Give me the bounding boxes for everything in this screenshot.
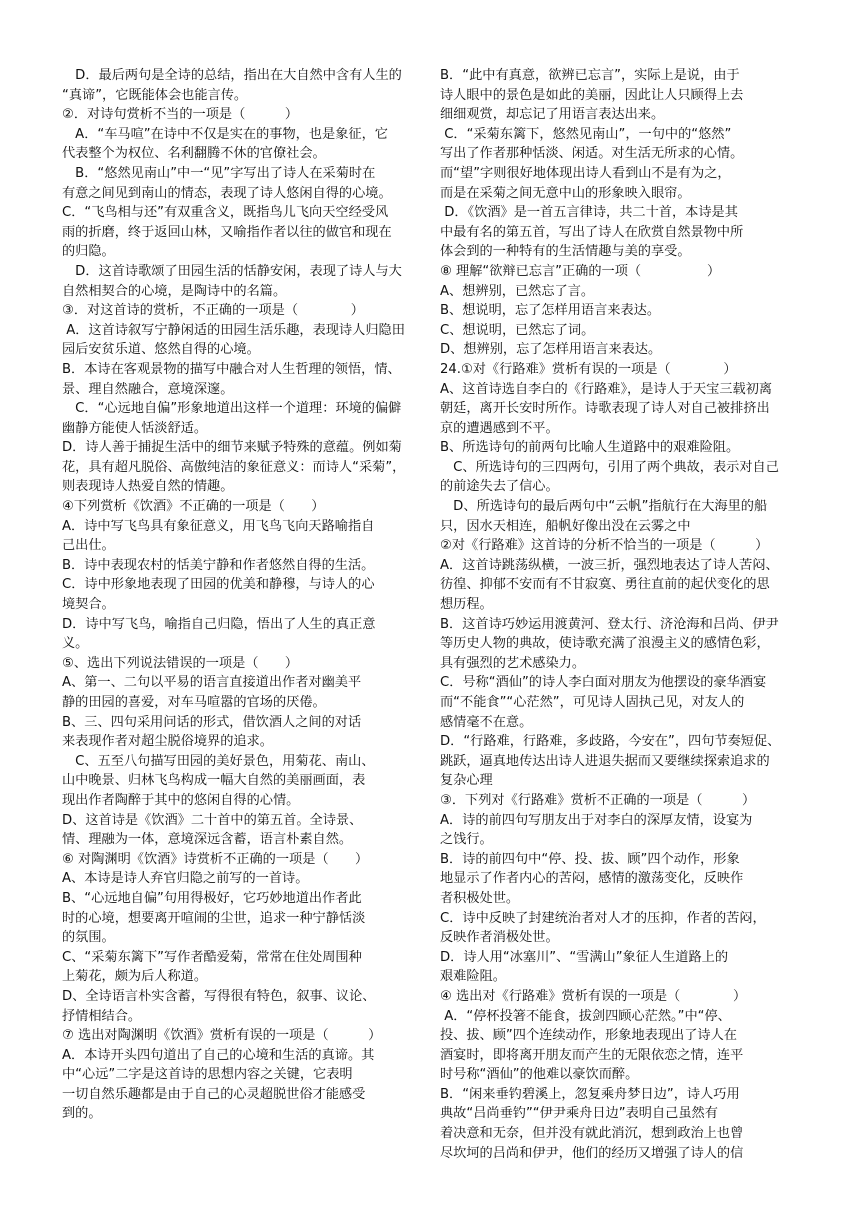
option-b: B．这首诗巧妙运用渡黄河、登太行、济沧海和吕尚、伊尹 等历史人物的典故，使诗歌充满了浪漫主义的感情色彩， 具有强烈的艺术感染力。 (440, 616, 779, 671)
question-stem: ⑥ 对陶渊明《饮酒》诗赏析不正确的一项是（ ） (62, 851, 369, 867)
option-a: A．“停杯投箸不能食，拔剑四顾心茫然。”中“停、 投、拔、顾”四个连续动作，形象地表现出了诗人在 酒宴时，即将离开朋友而产生的无限依恋之情，连平 时号称“酒仙”的他难以豪饮而醉。 (440, 1008, 744, 1083)
option-d: D．诗中写飞鸟，喻指自己归隐，悟出了人生的真正意 义。 (62, 616, 376, 652)
right-column (440, 66, 808, 1163)
question-stem: ④下列赏析《饮酒》不正确的一项是（ ） (62, 499, 325, 515)
option-c: C．诗中形象地表现了田园的优美和静穆，与诗人的心 境契合。 (62, 577, 375, 613)
option-a: A．这首诗跳荡纵横，一波三折，强烈地表达了诗人苦闷、 彷徨、抑郁不安而有不甘寂寞、勇往直前的起伏变化的思 想历程。 (440, 557, 779, 613)
option-c: C、五至八句描写田园的美好景色，用菊花、南山、 山中晚景、归林飞鸟构成一幅大自然的美丽画面，表 现出作者陶醉于其中的悠闲自得的心情。 (62, 753, 375, 808)
option-d: D．“行路难，行路难，多歧路，今安在”，四句节奏短促、 跳跃，逼真地传达出诗人进退失据而又要继续探索追求的 复杂心理 (440, 734, 781, 789)
option-d: D．诗人善于捕捉生活中的细节来赋予特殊的意蕴。例如菊 花，具有超凡脱俗、高傲纯洁的象征意义：而诗人“采菊”， 则表现诗人热爱自然的情趣。 (62, 440, 406, 495)
question-stem: 24.①对《行路难》赏析有误的一项是（ ） (440, 361, 737, 377)
question-stem: ④ 选出对《行路难》赏析有误的一项是（ ） (440, 988, 747, 1004)
option-b: B．诗的前四句中“停、投、拔、顾”四个动作，形象 地显示了作者内心的苦闷，感情的激荡变化，反映作 者积极处世。 (440, 851, 744, 906)
option-c: C、“采菊东篱下”写作者酷爱菊，常常在住处周围种 上菊花，颇为后人称道。 (62, 949, 362, 985)
option-a: A．诗的前四句写朋友出于对李白的深厚友情，设宴为 之饯行。 (440, 812, 753, 848)
option-a: A、想辨别，已然忘了言。 (440, 283, 595, 299)
option-c: C．“采菊东篱下，悠然见南山”，一句中的“悠然” 写出了作者那种恬淡、闲适。对生活无所求的心情。 而“望”字则很好地体现出诗人看到山不是有为之， 而是在采菊之间无意中山的形象映入眼帘。 (440, 126, 744, 201)
document-page (62, 66, 802, 1196)
option-a: A、本诗是诗人弃官归隐之前写的一首诗。 (62, 871, 309, 887)
option-a: A．诗中写飞鸟具有象征意义，用飞鸟飞向天路喻指自 己出仕。 (62, 518, 375, 554)
option-b: B．“此中有真意，欲辨已忘言”，实际上是说，由于 诗人眼中的景色是如此的美丽，因此让人只顾得上去 细细观赏，却忘记了用语言表达出来。 (440, 68, 744, 123)
question-stem: ③．对这首诗的赏析，不正确的一项是（ ） (62, 303, 364, 319)
option-b: B、三、四句采用问话的形式，借饮酒人之间的对话 来表现作者对超尘脱俗境界的追求。 (62, 714, 362, 750)
option-c: C、所选诗句的三四两句，引用了两个典故，表示对自己 的前途失去了信心。 (440, 459, 779, 495)
option-b: B．“悠然见南山”中一“见”字写出了诗人在采菊时在 有意之间见到南山的情态，表现了诗人悠闲自得的心境。 (62, 165, 392, 201)
option-a: A、第一、二句以平易的语言直接道出作者对幽美平 静的田园的喜爱，对车马喧嚣的官场的厌倦。 (62, 675, 362, 710)
option-a: A．本诗开头四句道出了自己的心境和生活的真谛。其 中“心远”二字是这首诗的思想内容之关键，它表明 一切自然乐趣都是由于自己的心灵超脱世俗才能感受 到的。 (62, 1047, 375, 1122)
option-c: C．诗中反映了封建统治者对人才的压抑，作者的苦闷， 反映作者消极处世。 (440, 910, 766, 946)
option-b: B、所选诗句的前两句比喻人生道路中的艰难险阻。 (440, 440, 740, 456)
option-b: B．“闲来垂钓碧溪上，忽复乘舟梦日边”，诗人巧用 典故“吕尚垂钓”“伊尹乘舟日边”表明自己虽然有 着决意和无奈，但并没有就此消沉，想到政治上也曾 尽坎坷的吕尚和伊尹，他们的经历又增强了诗人的信 (440, 1086, 744, 1161)
option-a: A．“车马喧”在诗中不仅是实在的事物，也是象征，它 代表整个为权位、名利翻腾不休的官僚社会。 (62, 126, 388, 162)
left-column (62, 66, 430, 1124)
question-stem: ③．下列对《行路难》赏析不正确的一项是（ ） (440, 792, 756, 808)
option-d: D．《饮酒》是一首五言律诗，共二十首，本诗是其 中最有名的第五首，写出了诗人在欣赏自然景物中所 体会到的一种特有的生活情趣与美的享受。 (440, 205, 744, 260)
option-b: B．诗中表现农村的恬美宁静和作者悠然自得的生活。 (62, 557, 375, 573)
option-d: D．这首诗歌颂了田园生活的恬静安闲，表现了诗人与大 自然相契合的心境，是陶诗中的名篇。 (62, 263, 402, 299)
option-d: D、这首诗是《饮酒》二十首中的第五首。全诗景、 情、理融为一体，意境深远含蓄，语言朴素自然。 (62, 812, 363, 848)
option-b: B、想说明，忘了怎样用语言来表达。 (440, 303, 661, 319)
option-c: C、想说明，已然忘了词。 (440, 322, 595, 338)
option-c: C．“飞鸟相与还”有双重含义，既指鸟儿飞向天空经受风 雨的折磨，终于返回山林，又喻指作者以往的做官和现在 的归隐。 (62, 205, 392, 260)
option-d: D、全诗语言朴实含蓄，写得很有特色，叙事、议论、 抒情相结合。 (62, 988, 376, 1024)
question-stem: ⑧ 理解“欲辩已忘言”正确的一项（ ） (440, 263, 721, 279)
question-stem: ②对《行路难》这首诗的分析不恰当的一项是（ ） (440, 538, 769, 554)
option-d: D、所选诗句的最后两句中“云帆”指航行在大海里的船 只，因水天相连，船帆好像出没在云雾之中 (440, 499, 768, 534)
option-b: B、“心远地自偏”句用得极好，它巧妙地道出作者此 时的心境，想要离开喧闹的尘世，追求一种宁静恬淡 的氛围。 (62, 890, 366, 946)
option-c: C．“心远地自偏”形象地道出这样一个道理：环境的偏僻 幽静方能使人恬淡舒适。 (62, 401, 402, 436)
paragraph: D．最后两句是全诗的总结，指出在大自然中含有人生的 “真谛”，它既能体会也能言传。 (62, 68, 402, 103)
question-stem: ②．对诗句赏析不当的一项是（ ） (62, 107, 299, 123)
option-a: A．这首诗叙写宁静闲适的田园生活乐趣，表现诗人归隐田 园后安贫乐道、悠然自得的心境。 (62, 322, 405, 358)
question-stem: ⑦ 选出对陶渊明《饮酒》赏析有误的一项是（ ） (62, 1028, 382, 1044)
option-c: C．号称“酒仙”的诗人李白面对朋友为他摆设的豪华酒宴 而“不能食”“心茫然”，可见诗人固执己见，对友人的 感情毫不在意。 (440, 675, 767, 730)
option-d: D．诗人用“冰塞川”、“雪满山”象征人生道路上的 艰难险阻。 (440, 949, 729, 985)
question-stem: ⑤、选出下列说法错误的一项是（ ） (62, 655, 299, 671)
option-a: A、这首诗选自李白的《行路难》，是诗人于天宝三载初离 朝廷，离开长安时所作。诗歌表现了诗人对自己被排挤出 京的遭遇感到不平。 (440, 381, 773, 436)
option-d: D、想辨别，忘了怎样用语言来表达。 (440, 342, 662, 358)
option-b: B．本诗在客观景物的描写中融合对人生哲理的领悟，情、 景、理自然融合，意境深邃。 (62, 361, 401, 397)
